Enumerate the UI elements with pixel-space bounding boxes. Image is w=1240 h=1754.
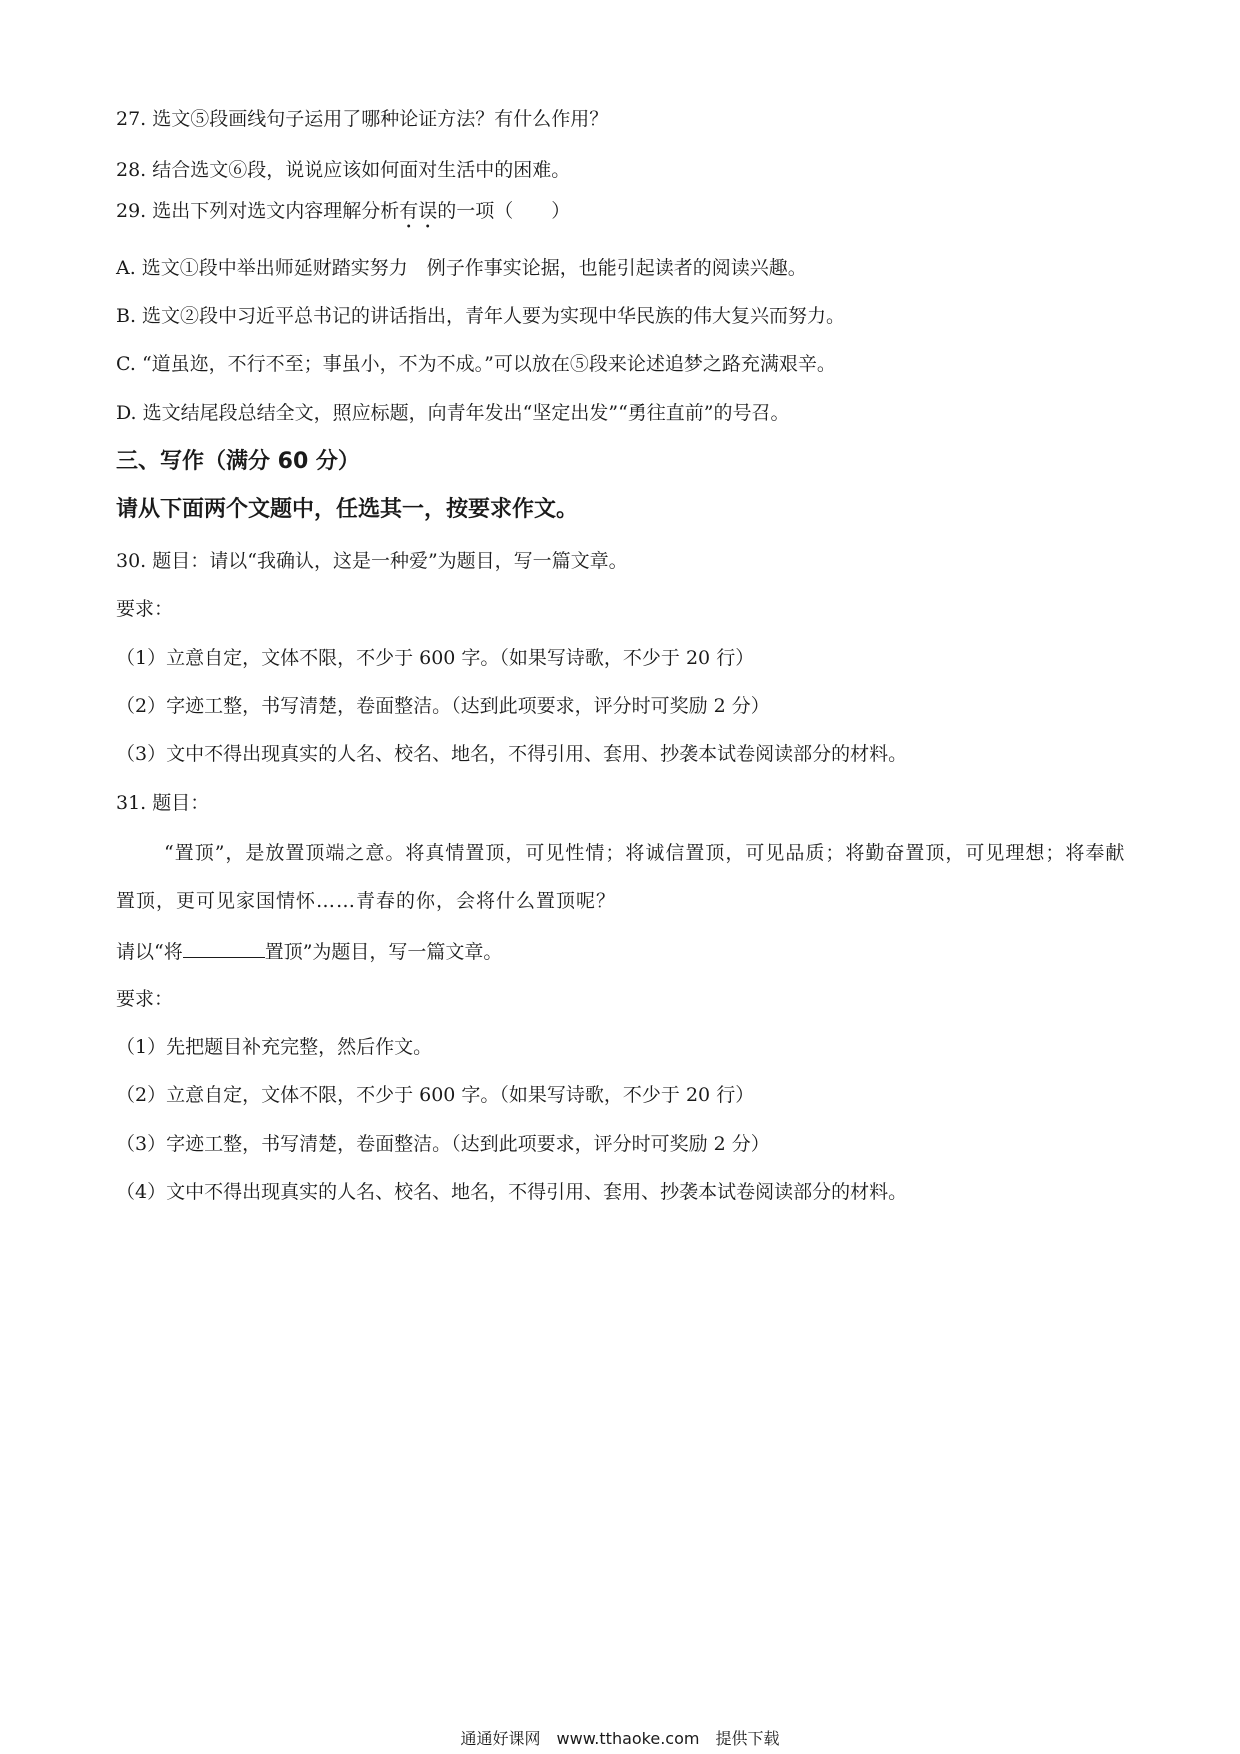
question-31-requirement-2: （2）立意自定，文体不限，不少于 600 字。（如果写诗歌，不少于 20 行） — [116, 1084, 755, 1106]
question-30-requirements-label: 要求： — [116, 598, 174, 620]
option-b: B. 选文②段中习近平总书记的讲话指出，青年人要为实现中华民族的伟大复兴而努力。 — [116, 305, 846, 327]
question-28: 28. 结合选文⑥段，说说应该如何面对生活中的困难。 — [116, 159, 571, 181]
question-29-suffix: 的一项（ ） — [437, 200, 571, 222]
question-31-requirement-3: （3）字迹工整，书写清楚，卷面整洁。（达到此项要求，评分时可奖励 2 分） — [116, 1133, 770, 1155]
writing-instruction: 请从下面两个文题中，任选其一，按要求作文。 — [116, 497, 579, 522]
question-31-requirement-4: （4）文中不得出现真实的人名、校名、地名，不得引用、套用、抄袭本试卷阅读部分的材料。 — [116, 1181, 908, 1203]
question-29-prefix: 29. 选出下列对选文内容理解分析 — [116, 200, 400, 222]
question-30-requirement-2: （2）字迹工整，书写清楚，卷面整洁。（达到此项要求，评分时可奖励 2 分） — [116, 695, 770, 717]
question-30-requirement-3: （3）文中不得出现真实的人名、校名、地名，不得引用、套用、抄袭本试卷阅读部分的材料。 — [116, 743, 908, 765]
question-30-requirement-1: （1）立意自定，文体不限，不少于 600 字。（如果写诗歌，不少于 20 行） — [116, 647, 755, 669]
option-d: D. 选文结尾段总结全文，照应标题，向青年发出“坚定出发”“勇往直前”的号召。 — [116, 402, 790, 424]
question-31-requirements-label: 要求： — [116, 988, 174, 1010]
question-30-title: 30. 题目：请以“我确认，这是一种爱”为题目，写一篇文章。 — [116, 550, 628, 572]
question-31-title: 31. 题目： — [116, 792, 210, 814]
question-31-prompt-prefix: 请以“将 — [116, 941, 183, 963]
question-27: 27. 选文⑤段画线句子运用了哪种论证方法？有什么作用？ — [116, 108, 609, 130]
question-29-emphasis: 有误 — [399, 200, 438, 222]
question-29 — [116, 198, 570, 233]
option-a: A. 选文①段中举出师延财踏实努力 例子作事实论据，也能引起读者的阅读兴趣。 — [116, 257, 807, 279]
question-31-prompt-suffix: 置顶”为题目，写一篇文章。 — [264, 941, 503, 963]
footer-watermark: 通通好课网 www.tthaoke.com 提供下载 — [460, 1729, 780, 1748]
option-c: C. “道虽迩，不行不至；事虽小，不为不成。”可以放在⑤段来论述追梦之路充满艰辛。 — [116, 353, 836, 375]
title-blank — [183, 937, 265, 958]
question-31-requirement-1: （1）先把题目补充完整，然后作文。 — [116, 1036, 433, 1058]
section-title-writing: 三、写作（满分 60 分） — [116, 449, 360, 474]
question-31-prompt — [116, 937, 502, 965]
question-31-passage: “置顶”，是放置顶端之意。将真情置顶，可见性情；将诚信置顶，可见品质；将勤奋置顶，可见理想；将奉献置顶，更可见家国情怀……青春的你，会将什么置顶呢？ — [116, 842, 1126, 912]
